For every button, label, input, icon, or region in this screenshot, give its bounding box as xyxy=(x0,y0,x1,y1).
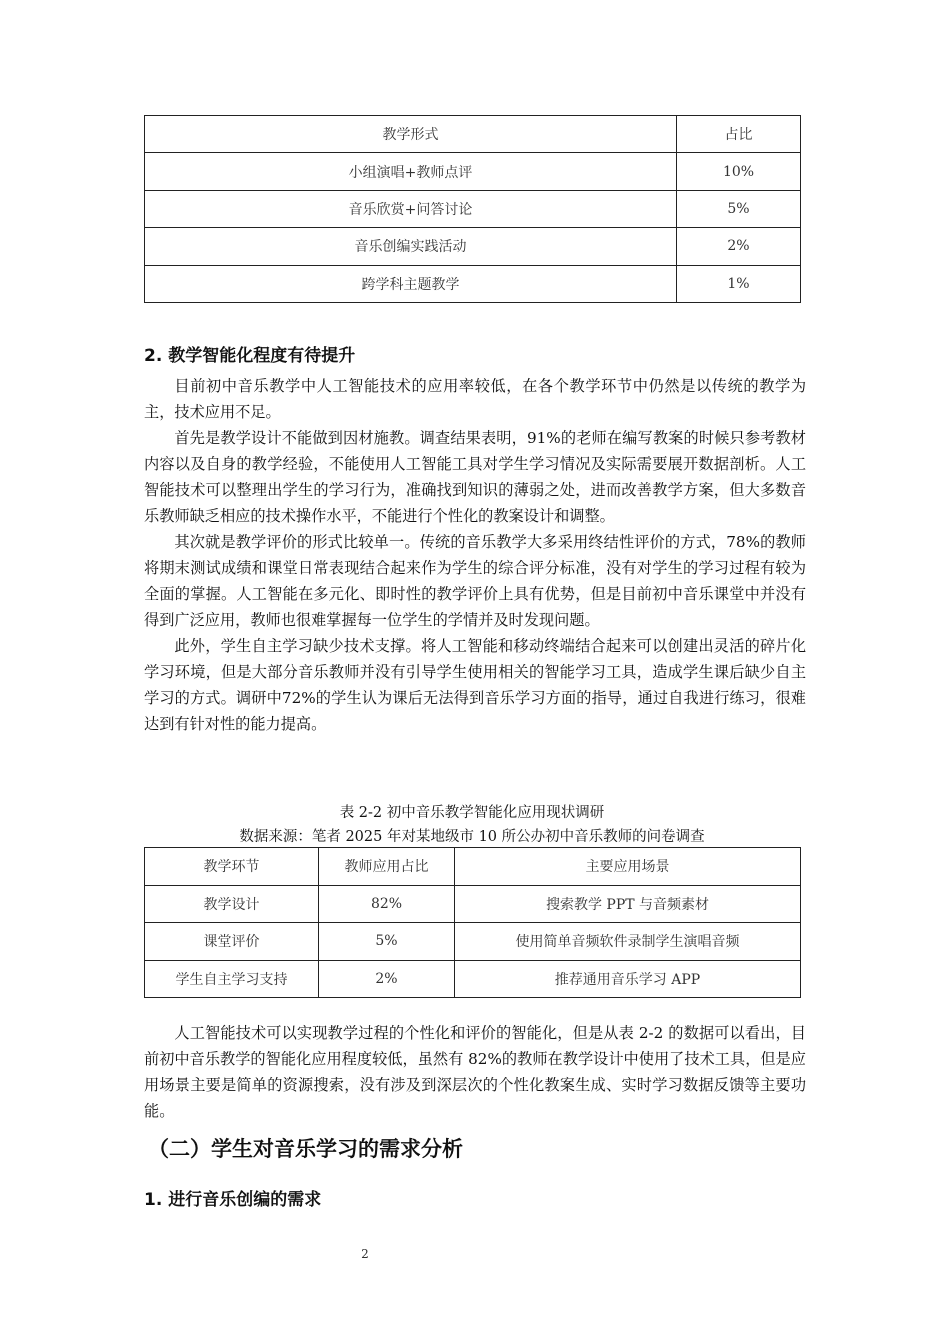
table-cell: 10% xyxy=(677,153,801,190)
paragraph: 此外，学生自主学习缺少技术支撑。将人工智能和移动终端结合起来可以创建出灵活的碎片化学习环境，但是大部分音乐教师并没有引导学生使用相关的智能学习工具，造成学生课后缺少自主学习的方式。调研中72%的学生认为课后无法得到音乐学习方面的指导，通过自我进行练习，很难达到有针对性的能力提高。 xyxy=(144,637,806,733)
table-cell: 小组演唱+教师点评 xyxy=(145,153,677,190)
table-header-cell: 主要应用场景 xyxy=(455,848,801,886)
section-heading: 1. 进行音乐创编的需求 xyxy=(144,1190,322,1210)
table-header-cell: 教学形式 xyxy=(145,116,677,153)
table-row xyxy=(145,190,801,227)
part-heading: （二）学生对音乐学习的需求分析 xyxy=(148,1137,463,1161)
table-cell: 推荐通用音乐学习 APP xyxy=(455,960,801,998)
table-cell: 课堂评价 xyxy=(145,923,319,961)
paragraph: 其次就是教学评价的形式比较单一。传统的音乐教学大多采用终结性评价的方式，78%的教师将期末测试成绩和课堂日常表现结合起来作为学生的综合评分标准，没有对学生的学习过程有较为全面的掌握。人工智能在多元化、即时性的教学评价上具有优势，但是目前初中音乐课堂中并没有得到广泛应用，教师也很难掌握每一位学生的学情并及时发现问题。 xyxy=(144,533,806,629)
ai-application-table xyxy=(144,847,801,998)
table-row xyxy=(145,153,801,190)
teaching-form-table xyxy=(144,115,801,303)
body-text xyxy=(144,1020,806,1124)
table-header-cell: 教学环节 xyxy=(145,848,319,886)
table-header-row xyxy=(145,116,801,153)
table-cell: 跨学科主题教学 xyxy=(145,265,677,302)
table-row xyxy=(145,960,801,998)
table-cell: 教学设计 xyxy=(145,885,319,923)
table-cell: 5% xyxy=(319,923,455,961)
section-heading: 2. 教学智能化程度有待提升 xyxy=(144,346,356,366)
table-caption: 表 2-2 初中音乐教学智能化应用现状调研 xyxy=(339,805,605,821)
table-row xyxy=(145,885,801,923)
paragraph: 首先是教学设计不能做到因材施教。调查结果表明，91%的老师在编写教案的时候只参考教材内容以及自身的教学经验，不能使用人工智能工具对学生学习情况及实际需要展开数据剖析。人工智能技术可以整理出学生的学习行为，准确找到知识的薄弱之处，进而改善教学方案，但大多数音乐教师缺乏相应的技术操作水平，不能进行个性化的教案设计和调整。 xyxy=(144,429,806,525)
paragraph: 人工智能技术可以实现教学过程的个性化和评价的智能化，但是从表 2-2 的数据可以看出，目前初中音乐教学的智能化应用程度较低，虽然有 82%的教师在教学设计中使用了技术工具，但是应用场景主要是简单的资源搜索，没有涉及到深层次的个性化教案生成、实时学习数据反馈等主要功能。 xyxy=(144,1024,806,1120)
table-cell: 音乐创编实践活动 xyxy=(145,228,677,265)
table-row xyxy=(145,228,801,265)
table-cell: 2% xyxy=(677,228,801,265)
table-cell: 82% xyxy=(319,885,455,923)
table-header-cell: 占比 xyxy=(677,116,801,153)
table-cell: 学生自主学习支持 xyxy=(145,960,319,998)
table-cell: 音乐欣赏+问答讨论 xyxy=(145,190,677,227)
table-cell: 1% xyxy=(677,265,801,302)
table-row xyxy=(145,265,801,302)
page-number: 2 xyxy=(361,1247,369,1261)
body-text xyxy=(144,373,806,737)
table-cell: 2% xyxy=(319,960,455,998)
paragraph: 目前初中音乐教学中人工智能技术的应用率较低，在各个教学环节中仍然是以传统的教学为主，技术应用不足。 xyxy=(144,377,806,421)
table-header-row xyxy=(145,848,801,886)
table-source-note: 数据来源：笔者 2025 年对某地级市 10 所公办初中音乐教师的问卷调查 xyxy=(239,829,705,845)
table-cell: 搜索教学 PPT 与音频素材 xyxy=(455,885,801,923)
table-row xyxy=(145,923,801,961)
table-header-cell: 教师应用占比 xyxy=(319,848,455,886)
table-cell: 5% xyxy=(677,190,801,227)
table-cell: 使用简单音频软件录制学生演唱音频 xyxy=(455,923,801,961)
